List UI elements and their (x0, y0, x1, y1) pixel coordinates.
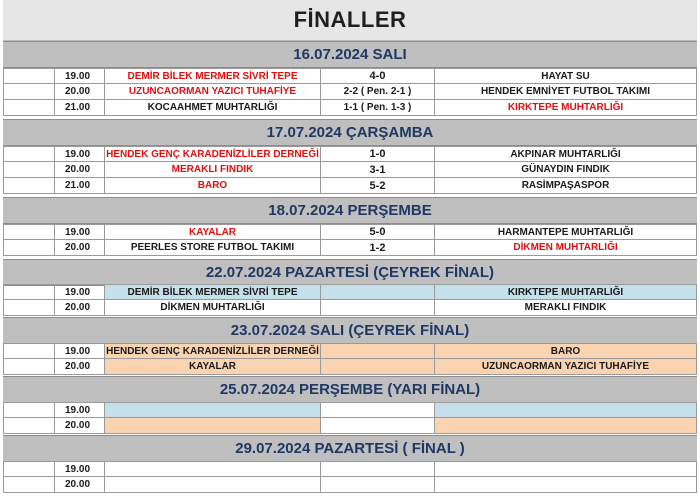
home-team-cell[interactable]: KAYALAR (105, 224, 321, 240)
time-cell[interactable]: 21.00 (55, 178, 105, 194)
empty-cell[interactable] (3, 84, 55, 100)
match-row[interactable] (3, 477, 697, 493)
home-team-cell[interactable]: MERAKLI FINDIK (105, 162, 321, 178)
empty-cell[interactable] (3, 359, 55, 375)
score-cell[interactable]: 1-0 (321, 146, 435, 162)
match-row[interactable] (3, 178, 697, 194)
away-team-cell[interactable]: BARO (435, 343, 697, 359)
empty-cell[interactable] (3, 477, 55, 493)
score-cell[interactable]: 5-0 (321, 224, 435, 240)
home-team-cell[interactable]: DEMİR BİLEK MERMER SİVRİ TEPE (105, 284, 321, 300)
away-team-cell[interactable] (435, 402, 697, 418)
home-team-cell[interactable] (105, 402, 321, 418)
empty-cell[interactable] (3, 343, 55, 359)
empty-cell[interactable] (3, 146, 55, 162)
home-team-cell[interactable]: BARO (105, 178, 321, 194)
home-team-cell[interactable] (105, 461, 321, 477)
time-cell[interactable]: 20.00 (55, 84, 105, 100)
away-team-cell[interactable]: HENDEK EMNİYET FUTBOL TAKIMI (435, 84, 697, 100)
away-team-cell[interactable]: KIRKTEPE MUHTARLIĞI (435, 100, 697, 116)
empty-cell[interactable] (3, 162, 55, 178)
empty-cell[interactable] (3, 68, 55, 84)
score-cell[interactable]: 2-2 ( Pen. 2-1 ) (321, 84, 435, 100)
away-team-cell[interactable]: UZUNCAORMAN YAZICI TUHAFİYE (435, 359, 697, 375)
time-cell[interactable]: 19.00 (55, 68, 105, 84)
away-team-cell[interactable]: HAYAT SU (435, 68, 697, 84)
empty-cell[interactable] (3, 100, 55, 116)
date-label: 22.07.2024 PAZARTESİ (ÇEYREK FİNAL) (205, 264, 495, 281)
date-header[interactable] (3, 435, 697, 462)
home-team-cell[interactable]: PEERLES STORE FUTBOL TAKIMI (105, 240, 321, 256)
score-cell[interactable]: 5-2 (321, 178, 435, 194)
match-row[interactable] (3, 146, 697, 162)
away-team-cell[interactable]: AKPINAR MUHTARLIĞI (435, 146, 697, 162)
time-cell[interactable]: 19.00 (55, 224, 105, 240)
home-team-cell[interactable]: HENDEK GENÇ KARADENİZLİLER DERNEĞİ (105, 343, 321, 359)
time-cell[interactable]: 19.00 (55, 343, 105, 359)
match-row[interactable] (3, 162, 697, 178)
score-cell[interactable]: 3-1 (321, 162, 435, 178)
time-cell[interactable]: 19.00 (55, 461, 105, 477)
match-row[interactable] (3, 300, 697, 316)
date-label: 29.07.2024 PAZARTESİ ( FİNAL ) (235, 440, 465, 457)
time-cell[interactable]: 19.00 (55, 402, 105, 418)
date-label: 16.07.2024 SALI (293, 46, 407, 63)
time-cell[interactable]: 20.00 (55, 240, 105, 256)
match-row[interactable] (3, 100, 697, 116)
match-row[interactable] (3, 359, 697, 375)
time-cell[interactable]: 20.00 (55, 418, 105, 434)
home-team-cell[interactable] (105, 418, 321, 434)
title-row[interactable] (3, 0, 697, 41)
match-row[interactable] (3, 68, 697, 84)
empty-cell[interactable] (3, 284, 55, 300)
page-title: FİNALLER (293, 7, 407, 32)
date-label: 17.07.2024 ÇARŞAMBA (266, 124, 434, 141)
home-team-cell[interactable]: DEMİR BİLEK MERMER SİVRİ TEPE (105, 68, 321, 84)
score-cell[interactable] (321, 461, 435, 477)
date-header[interactable] (3, 197, 697, 224)
match-row[interactable] (3, 224, 697, 240)
date-header[interactable] (3, 119, 697, 146)
match-row[interactable] (3, 418, 697, 434)
score-cell[interactable] (321, 477, 435, 493)
score-cell[interactable] (321, 402, 435, 418)
time-cell[interactable]: 20.00 (55, 477, 105, 493)
empty-cell[interactable] (3, 240, 55, 256)
date-label: 25.07.2024 PERŞEMBE (YARI FİNAL) (219, 381, 481, 398)
match-row[interactable] (3, 84, 697, 100)
match-row[interactable] (3, 402, 697, 418)
away-team-cell[interactable]: KIRKTEPE MUHTARLIĞI (435, 284, 697, 300)
away-team-cell[interactable]: HARMANTEPE MUHTARLIĞI (435, 224, 697, 240)
date-header[interactable] (3, 376, 697, 403)
empty-cell[interactable] (3, 402, 55, 418)
away-team-cell[interactable]: RASİMPAŞASPOR (435, 178, 697, 194)
match-row[interactable] (3, 284, 697, 300)
time-cell[interactable]: 20.00 (55, 162, 105, 178)
empty-cell[interactable] (3, 224, 55, 240)
away-team-cell[interactable] (435, 461, 697, 477)
score-cell[interactable] (321, 300, 435, 316)
date-header[interactable] (3, 41, 697, 68)
score-cell[interactable]: 4-0 (321, 68, 435, 84)
empty-cell[interactable] (3, 178, 55, 194)
home-team-cell[interactable]: HENDEK GENÇ KARADENİZLİLER DERNEĞİ (105, 146, 321, 162)
score-cell[interactable] (321, 418, 435, 434)
time-cell[interactable]: 21.00 (55, 100, 105, 116)
time-cell[interactable]: 19.00 (55, 146, 105, 162)
empty-cell[interactable] (3, 300, 55, 316)
score-cell[interactable] (321, 359, 435, 375)
score-cell[interactable] (321, 343, 435, 359)
empty-cell[interactable] (3, 418, 55, 434)
away-team-cell[interactable] (435, 477, 697, 493)
score-cell[interactable]: 1-1 ( Pen. 1-3 ) (321, 100, 435, 116)
time-cell[interactable]: 20.00 (55, 359, 105, 375)
score-cell[interactable]: 1-2 (321, 240, 435, 256)
time-cell[interactable]: 20.00 (55, 300, 105, 316)
home-team-cell[interactable]: DİKMEN MUHTARLIĞI (105, 300, 321, 316)
time-cell[interactable]: 19.00 (55, 284, 105, 300)
away-team-cell[interactable]: DİKMEN MUHTARLIĞI (435, 240, 697, 256)
match-row[interactable] (3, 461, 697, 477)
date-label: 18.07.2024 PERŞEMBE (268, 202, 432, 219)
home-team-cell[interactable]: UZUNCAORMAN YAZICI TUHAFİYE (105, 84, 321, 100)
empty-cell[interactable] (3, 461, 55, 477)
away-team-cell[interactable]: MERAKLI FINDIK (435, 300, 697, 316)
date-header[interactable] (3, 317, 697, 344)
home-team-cell[interactable]: KOCAAHMET MUHTARLIĞI (105, 100, 321, 116)
score-cell[interactable] (321, 284, 435, 300)
date-label: 23.07.2024 SALI (ÇEYREK FİNAL) (230, 322, 470, 339)
away-team-cell[interactable] (435, 418, 697, 434)
date-header[interactable] (3, 259, 697, 286)
match-row[interactable] (3, 343, 697, 359)
match-row[interactable] (3, 240, 697, 256)
home-team-cell[interactable] (105, 477, 321, 493)
away-team-cell[interactable]: GÜNAYDIN FINDIK (435, 162, 697, 178)
home-team-cell[interactable]: KAYALAR (105, 359, 321, 375)
